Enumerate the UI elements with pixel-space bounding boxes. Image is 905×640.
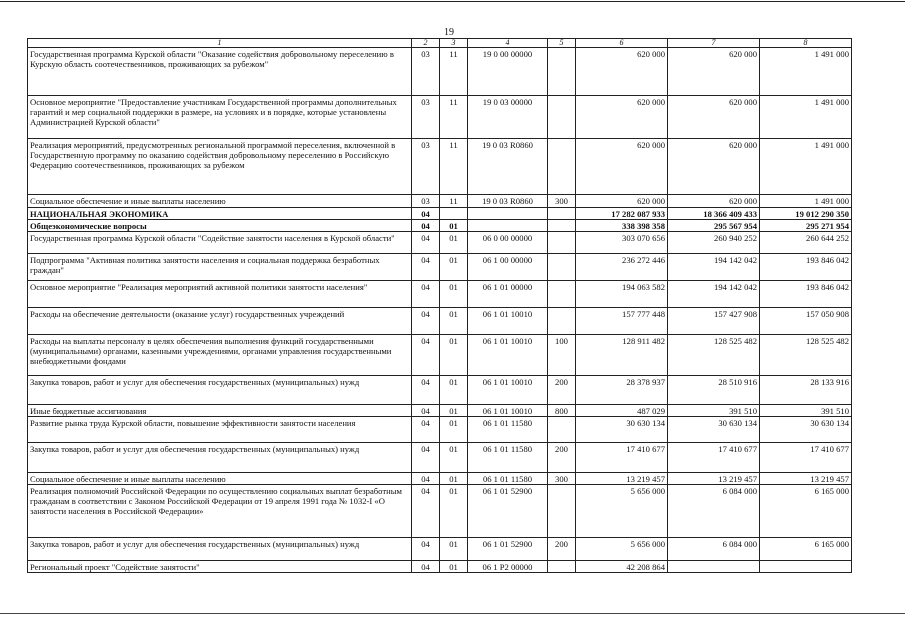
row-name: Расходы на обеспечение деятельности (оказание услуг) государственных учреждений	[28, 308, 412, 335]
row-rz: 04	[412, 281, 440, 308]
row-vr	[548, 281, 576, 308]
table-row	[28, 376, 852, 405]
row-vr: 200	[548, 443, 576, 473]
row-year3: 19 012 290 350	[760, 208, 852, 220]
row-year3: 6 165 000	[760, 485, 852, 538]
row-name: Основное мероприятие "Предоставление участникам Государственной программы дополнительных гарантий и мер социальной поддержки в размере, на условиях и в порядке, которые установлены Администрацией Курской области"	[28, 96, 412, 139]
row-year1: 236 272 446	[576, 254, 668, 281]
row-rz: 04	[412, 417, 440, 443]
row-rz: 04	[412, 485, 440, 538]
row-year1: 157 777 448	[576, 308, 668, 335]
row-csr: 06 1 01 52900	[468, 485, 548, 538]
row-year3: 157 050 908	[760, 308, 852, 335]
row-name: Общеэкономические вопросы	[28, 220, 412, 232]
header-cell: 5	[548, 39, 576, 48]
row-csr: 19 0 03 R0860	[468, 195, 548, 208]
row-year1: 620 000	[576, 96, 668, 139]
row-year2: 620 000	[668, 139, 760, 195]
row-year1: 28 378 937	[576, 376, 668, 405]
row-csr: 19 0 03 R0860	[468, 139, 548, 195]
row-pr: 01	[440, 376, 468, 405]
header-cell: 4	[468, 39, 548, 48]
table-row	[28, 335, 852, 376]
row-year1: 17 282 087 933	[576, 208, 668, 220]
row-year1: 5 656 000	[576, 485, 668, 538]
row-csr	[468, 220, 548, 232]
row-pr: 01	[440, 232, 468, 254]
row-csr: 06 1 01 10010	[468, 335, 548, 376]
row-name: Государственная программа Курской области "Содействие занятости населения в Курской области"	[28, 232, 412, 254]
row-vr: 300	[548, 195, 576, 208]
row-year3: 6 165 000	[760, 538, 852, 561]
row-year1: 620 000	[576, 48, 668, 96]
row-year1: 30 630 134	[576, 417, 668, 443]
row-name: Закупка товаров, работ и услуг для обеспечения государственных (муниципальных) нужд	[28, 376, 412, 405]
row-vr	[548, 208, 576, 220]
header-cell: 1	[28, 39, 412, 48]
row-csr: 06 1 01 11580	[468, 473, 548, 485]
row-year1: 42 208 864	[576, 561, 668, 573]
row-vr: 100	[548, 335, 576, 376]
table-row	[28, 473, 852, 485]
table-row	[28, 443, 852, 473]
row-pr: 01	[440, 538, 468, 561]
table-row	[28, 48, 852, 96]
header-cell: 7	[668, 39, 760, 48]
row-csr: 19 0 03 00000	[468, 96, 548, 139]
row-year2: 128 525 482	[668, 335, 760, 376]
row-pr: 11	[440, 139, 468, 195]
row-year2: 295 567 954	[668, 220, 760, 232]
row-year1: 128 911 482	[576, 335, 668, 376]
table-row	[28, 417, 852, 443]
row-csr: 06 1 01 00000	[468, 281, 548, 308]
table-row	[28, 254, 852, 281]
row-vr: 300	[548, 473, 576, 485]
row-year3: 295 271 954	[760, 220, 852, 232]
table-row	[28, 281, 852, 308]
row-year2: 194 142 042	[668, 254, 760, 281]
row-csr: 06 0 00 00000	[468, 232, 548, 254]
row-pr	[440, 208, 468, 220]
table-row	[28, 405, 852, 417]
row-year3: 193 846 042	[760, 281, 852, 308]
budget-table	[27, 38, 852, 573]
row-pr: 01	[440, 405, 468, 417]
row-vr	[548, 220, 576, 232]
row-year1: 17 410 677	[576, 443, 668, 473]
row-year2: 6 084 000	[668, 538, 760, 561]
row-vr	[548, 232, 576, 254]
row-year1: 338 398 358	[576, 220, 668, 232]
row-year2: 13 219 457	[668, 473, 760, 485]
budget-table-container	[27, 38, 852, 573]
row-csr: 06 1 00 00000	[468, 254, 548, 281]
bottom-rule	[0, 613, 905, 614]
row-pr: 01	[440, 308, 468, 335]
row-rz: 04	[412, 335, 440, 376]
row-year3: 1 491 000	[760, 195, 852, 208]
row-year3	[760, 561, 852, 573]
row-year2: 17 410 677	[668, 443, 760, 473]
row-rz: 04	[412, 208, 440, 220]
row-vr: 200	[548, 376, 576, 405]
row-pr: 01	[440, 281, 468, 308]
row-year2: 620 000	[668, 48, 760, 96]
row-pr: 01	[440, 485, 468, 538]
row-year2: 620 000	[668, 96, 760, 139]
table-row	[28, 485, 852, 538]
row-year2: 6 084 000	[668, 485, 760, 538]
row-year2: 260 940 252	[668, 232, 760, 254]
row-vr	[548, 561, 576, 573]
row-pr: 01	[440, 417, 468, 443]
row-pr: 01	[440, 254, 468, 281]
row-pr: 11	[440, 96, 468, 139]
header-cell: 8	[760, 39, 852, 48]
table-row	[28, 96, 852, 139]
table-row	[28, 139, 852, 195]
row-name: Закупка товаров, работ и услуг для обеспечения государственных (муниципальных) нужд	[28, 538, 412, 561]
row-name: Государственная программа Курской области "Оказание содействия добровольному переселению в Курскую область соотечественников, проживающих за рубежом"	[28, 48, 412, 96]
row-csr	[468, 208, 548, 220]
row-year2: 391 510	[668, 405, 760, 417]
row-year1: 620 000	[576, 195, 668, 208]
header-cell: 3	[440, 39, 468, 48]
row-year3: 193 846 042	[760, 254, 852, 281]
row-year3: 260 644 252	[760, 232, 852, 254]
row-csr: 06 1 01 10010	[468, 405, 548, 417]
row-name: Реализация мероприятий, предусмотренных региональной программой переселения, включенной в Государственную программу по оказанию содействия добровольному переселению в Российскую Федерацию соотечественников, проживающих за рубежом	[28, 139, 412, 195]
row-rz: 03	[412, 96, 440, 139]
row-name: НАЦИОНАЛЬНАЯ ЭКОНОМИКА	[28, 208, 412, 220]
row-year2	[668, 561, 760, 573]
row-year3: 13 219 457	[760, 473, 852, 485]
row-year2: 18 366 409 433	[668, 208, 760, 220]
table-row	[28, 195, 852, 208]
table-row	[28, 561, 852, 573]
row-pr: 01	[440, 220, 468, 232]
row-year3: 1 491 000	[760, 96, 852, 139]
row-name: Реализация полномочий Российской Федерации по осуществлению социальных выплат безработным гражданам в соответствии с Законом Российской Федерации от 19 апреля 1991 года № 1032-I «О занятости населения в Российской Федерации»	[28, 485, 412, 538]
row-vr	[548, 254, 576, 281]
row-vr	[548, 417, 576, 443]
row-rz: 04	[412, 376, 440, 405]
row-name: Подпрограмма "Активная политика занятости населения и социальная поддержка безработных граждан"	[28, 254, 412, 281]
row-vr	[548, 485, 576, 538]
row-rz: 04	[412, 443, 440, 473]
row-rz: 03	[412, 139, 440, 195]
row-vr: 800	[548, 405, 576, 417]
row-rz: 03	[412, 48, 440, 96]
row-year1: 194 063 582	[576, 281, 668, 308]
row-csr: 19 0 00 00000	[468, 48, 548, 96]
row-year1: 13 219 457	[576, 473, 668, 485]
table-row	[28, 232, 852, 254]
row-vr	[548, 139, 576, 195]
row-pr: 01	[440, 561, 468, 573]
row-rz: 04	[412, 220, 440, 232]
row-rz: 04	[412, 473, 440, 485]
row-name: Расходы на выплаты персоналу в целях обеспечения выполнения функций государственными (муниципальными) органами, казенными учреждениями, органами управления государственными внебюджетными фондами	[28, 335, 412, 376]
row-year3: 17 410 677	[760, 443, 852, 473]
row-year3: 391 510	[760, 405, 852, 417]
row-pr: 11	[440, 48, 468, 96]
row-vr: 200	[548, 538, 576, 561]
row-year1: 5 656 000	[576, 538, 668, 561]
row-year2: 30 630 134	[668, 417, 760, 443]
row-year3: 28 133 916	[760, 376, 852, 405]
row-pr: 01	[440, 443, 468, 473]
row-year1: 487 029	[576, 405, 668, 417]
row-pr: 01	[440, 473, 468, 485]
row-csr: 06 1 01 52900	[468, 538, 548, 561]
row-pr: 11	[440, 195, 468, 208]
table-row	[28, 538, 852, 561]
row-pr: 01	[440, 335, 468, 376]
row-year3: 1 491 000	[760, 139, 852, 195]
row-year3: 1 491 000	[760, 48, 852, 96]
row-year1: 620 000	[576, 139, 668, 195]
row-rz: 03	[412, 195, 440, 208]
row-year3: 30 630 134	[760, 417, 852, 443]
table-row-section	[28, 208, 852, 220]
row-name: Основное мероприятие "Реализация мероприятий активной политики занятости населения"	[28, 281, 412, 308]
row-year2: 157 427 908	[668, 308, 760, 335]
row-name: Иные бюджетные ассигнования	[28, 405, 412, 417]
row-vr	[548, 96, 576, 139]
row-vr	[548, 48, 576, 96]
row-name: Региональный проект "Содействие занятости"	[28, 561, 412, 573]
page-number: 19	[444, 27, 454, 38]
row-year3: 128 525 482	[760, 335, 852, 376]
row-rz: 04	[412, 538, 440, 561]
row-vr	[548, 308, 576, 335]
row-rz: 04	[412, 405, 440, 417]
table-row-subsection	[28, 220, 852, 232]
row-rz: 04	[412, 308, 440, 335]
row-rz: 04	[412, 232, 440, 254]
row-csr: 06 1 01 11580	[468, 417, 548, 443]
row-csr: 06 1 01 11580	[468, 443, 548, 473]
row-year2: 28 510 916	[668, 376, 760, 405]
top-rule	[0, 1, 905, 2]
table-row	[28, 308, 852, 335]
row-name: Социальное обеспечение и иные выплаты населению	[28, 473, 412, 485]
row-csr: 06 1 01 10010	[468, 376, 548, 405]
row-name: Закупка товаров, работ и услуг для обеспечения государственных (муниципальных) нужд	[28, 443, 412, 473]
column-number-row	[28, 39, 852, 48]
row-rz: 04	[412, 254, 440, 281]
row-name: Развитие рынка труда Курской области, повышение эффективности занятости населения	[28, 417, 412, 443]
row-year2: 194 142 042	[668, 281, 760, 308]
row-csr: 06 1 P2 00000	[468, 561, 548, 573]
row-year2: 620 000	[668, 195, 760, 208]
row-rz: 04	[412, 561, 440, 573]
row-name: Социальное обеспечение и иные выплаты населению	[28, 195, 412, 208]
row-csr: 06 1 01 10010	[468, 308, 548, 335]
header-cell: 2	[412, 39, 440, 48]
row-year1: 303 070 656	[576, 232, 668, 254]
header-cell: 6	[576, 39, 668, 48]
